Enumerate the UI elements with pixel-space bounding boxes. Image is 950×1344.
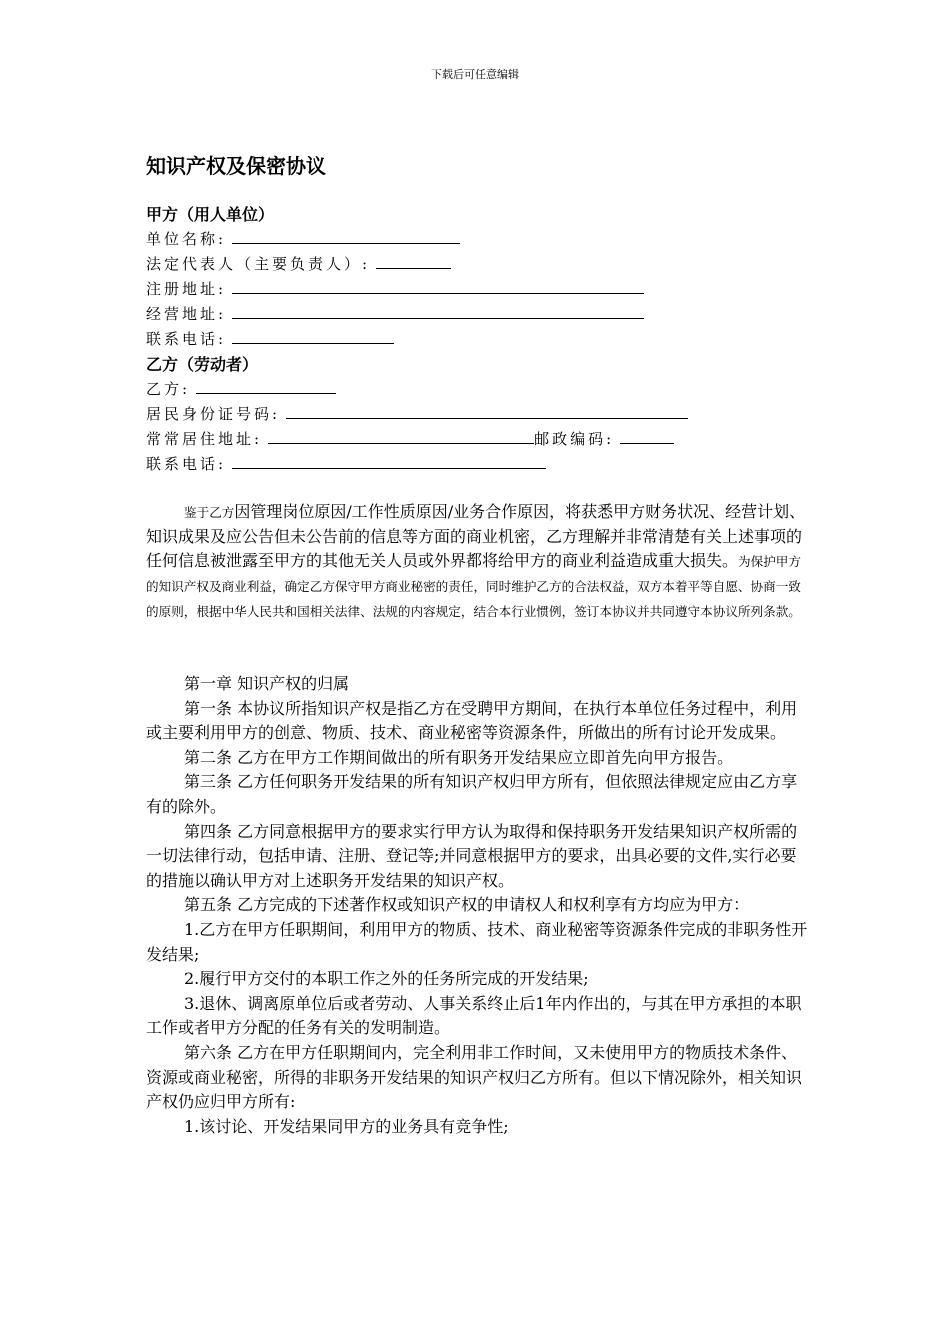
party-b-field-phone	[146, 453, 546, 474]
article-6-item-1: 1.该讨论、开发结果同甲方的业务具有竞争性;	[184, 1116, 509, 1136]
field-label: 法定代表人（主要负责人）:	[146, 255, 371, 273]
agreement-body	[146, 672, 812, 1139]
fill-in-blank[interactable]	[232, 228, 460, 244]
fill-in-blank[interactable]	[232, 278, 644, 294]
party-a-heading: 甲方（用人单位）	[146, 205, 275, 224]
header-note: 下载后可任意编辑	[431, 68, 519, 81]
party-a-field-phone	[146, 328, 394, 349]
field-label: 乙方:	[146, 380, 191, 398]
party-a-field-name	[146, 228, 460, 249]
party-b-field-id-number	[146, 403, 688, 424]
intro-tail: 为保护甲方的知识产权及商业利益，确定乙方保守甲方商业秘密的责任，同时维护乙方的合法权益，双方本着平等自愿、协商一致的原则，根据中华人民共和国相关法律、法规的内容规定，结合本行业惯例，签订本协议并共同遵守本协议所列条款。	[146, 554, 801, 619]
article-2: 第二条 乙方在甲方工作期间做出的所有职务开发结果应立即首先向甲方报告。	[184, 747, 734, 767]
article-4: 第四条 乙方同意根据甲方的要求实行甲方认为取得和保持职务开发结果知识产权所需的一切法律行动，包括申请、注册、登记等;并同意根据甲方的要求，出具必要的文件,实行必要的措施以确认甲方对上述职务开发结果的知识产权。	[146, 821, 798, 890]
postcode-label: 邮政编码:	[534, 430, 615, 448]
fill-in-blank[interactable]	[268, 428, 534, 444]
intro-paragraph	[146, 500, 812, 624]
field-label: 经营地址:	[146, 305, 227, 323]
party-b-field-name	[146, 378, 336, 399]
fill-in-blank[interactable]	[232, 453, 546, 469]
fill-in-blank[interactable]	[232, 328, 394, 344]
article-5-item-1: 1.乙方在甲方任职期间，利用甲方的物质、技术、商业秘密等资源条件完成的非职务性开发结果;	[146, 919, 808, 964]
field-label: 常常居住地址:	[146, 430, 263, 448]
field-label: 联系电话:	[146, 330, 227, 348]
fill-in-blank[interactable]	[196, 378, 336, 394]
document-title: 知识产权及保密协议	[146, 154, 326, 178]
fill-in-blank[interactable]	[286, 403, 688, 419]
party-a-field-registered-address	[146, 278, 644, 299]
chapter-heading: 第一章 知识产权的归属	[184, 674, 350, 693]
field-label: 注册地址:	[146, 280, 227, 298]
article-5-item-2: 2.履行甲方交付的本职工作之外的任务所完成的开发结果;	[184, 969, 589, 989]
party-b-field-address	[146, 428, 674, 449]
field-label: 居民身份证号码:	[146, 405, 281, 423]
fill-in-blank[interactable]	[232, 303, 644, 319]
article-3: 第三条 乙方任何职务开发结果的所有知识产权归甲方所有，但依照法律规定应由乙方享有的除外。	[146, 772, 798, 816]
article-1: 第一条 本协议所指知识产权是指乙方在受聘甲方期间，在执行本单位任务过程中，利用或主要利用甲方的创意、物质、技术、商业秘密等资源条件，所做出的所有讨论开发成果。	[146, 698, 798, 743]
intro-lead: 鉴于乙方	[184, 505, 235, 520]
field-label: 联系电话:	[146, 455, 227, 473]
fill-in-blank[interactable]	[620, 428, 674, 444]
party-a-field-business-address	[146, 303, 644, 324]
article-5: 第五条 乙方完成的下述著作权或知识产权的申请权人和权利享有方均应为甲方：	[184, 895, 750, 915]
intro-main: 因管理岗位原因/工作性质原因/业务合作原因，将获悉甲方财务状况、经营计划、知识成果及应公告但未公告前的信息等方面的商业机密，乙方理解并非常清楚有关上述事项的任何信息被泄露至甲方的其他无关人员或外界都将给甲方的商业利益造成重大损失。	[146, 502, 806, 570]
party-a-field-representative	[146, 253, 451, 274]
party-b-heading: 乙方（劳动者）	[146, 355, 259, 374]
article-5-item-3: 3.退休、调离原单位后或者劳动、人事关系终止后1年内作出的，与其在甲方承担的本职工作或者甲方分配的任务有关的发明制造。	[146, 993, 802, 1038]
article-6: 第六条 乙方在甲方任职期间内，完全利用非工作时间，又未使用甲方的物质技术条件、资源或商业秘密，所得的非职务开发结果的知识产权归乙方所有。但以下情况除外，相关知识产权仍应归甲方所有:	[146, 1042, 803, 1112]
fill-in-blank[interactable]	[376, 253, 451, 269]
field-label: 单位名称:	[146, 230, 227, 248]
